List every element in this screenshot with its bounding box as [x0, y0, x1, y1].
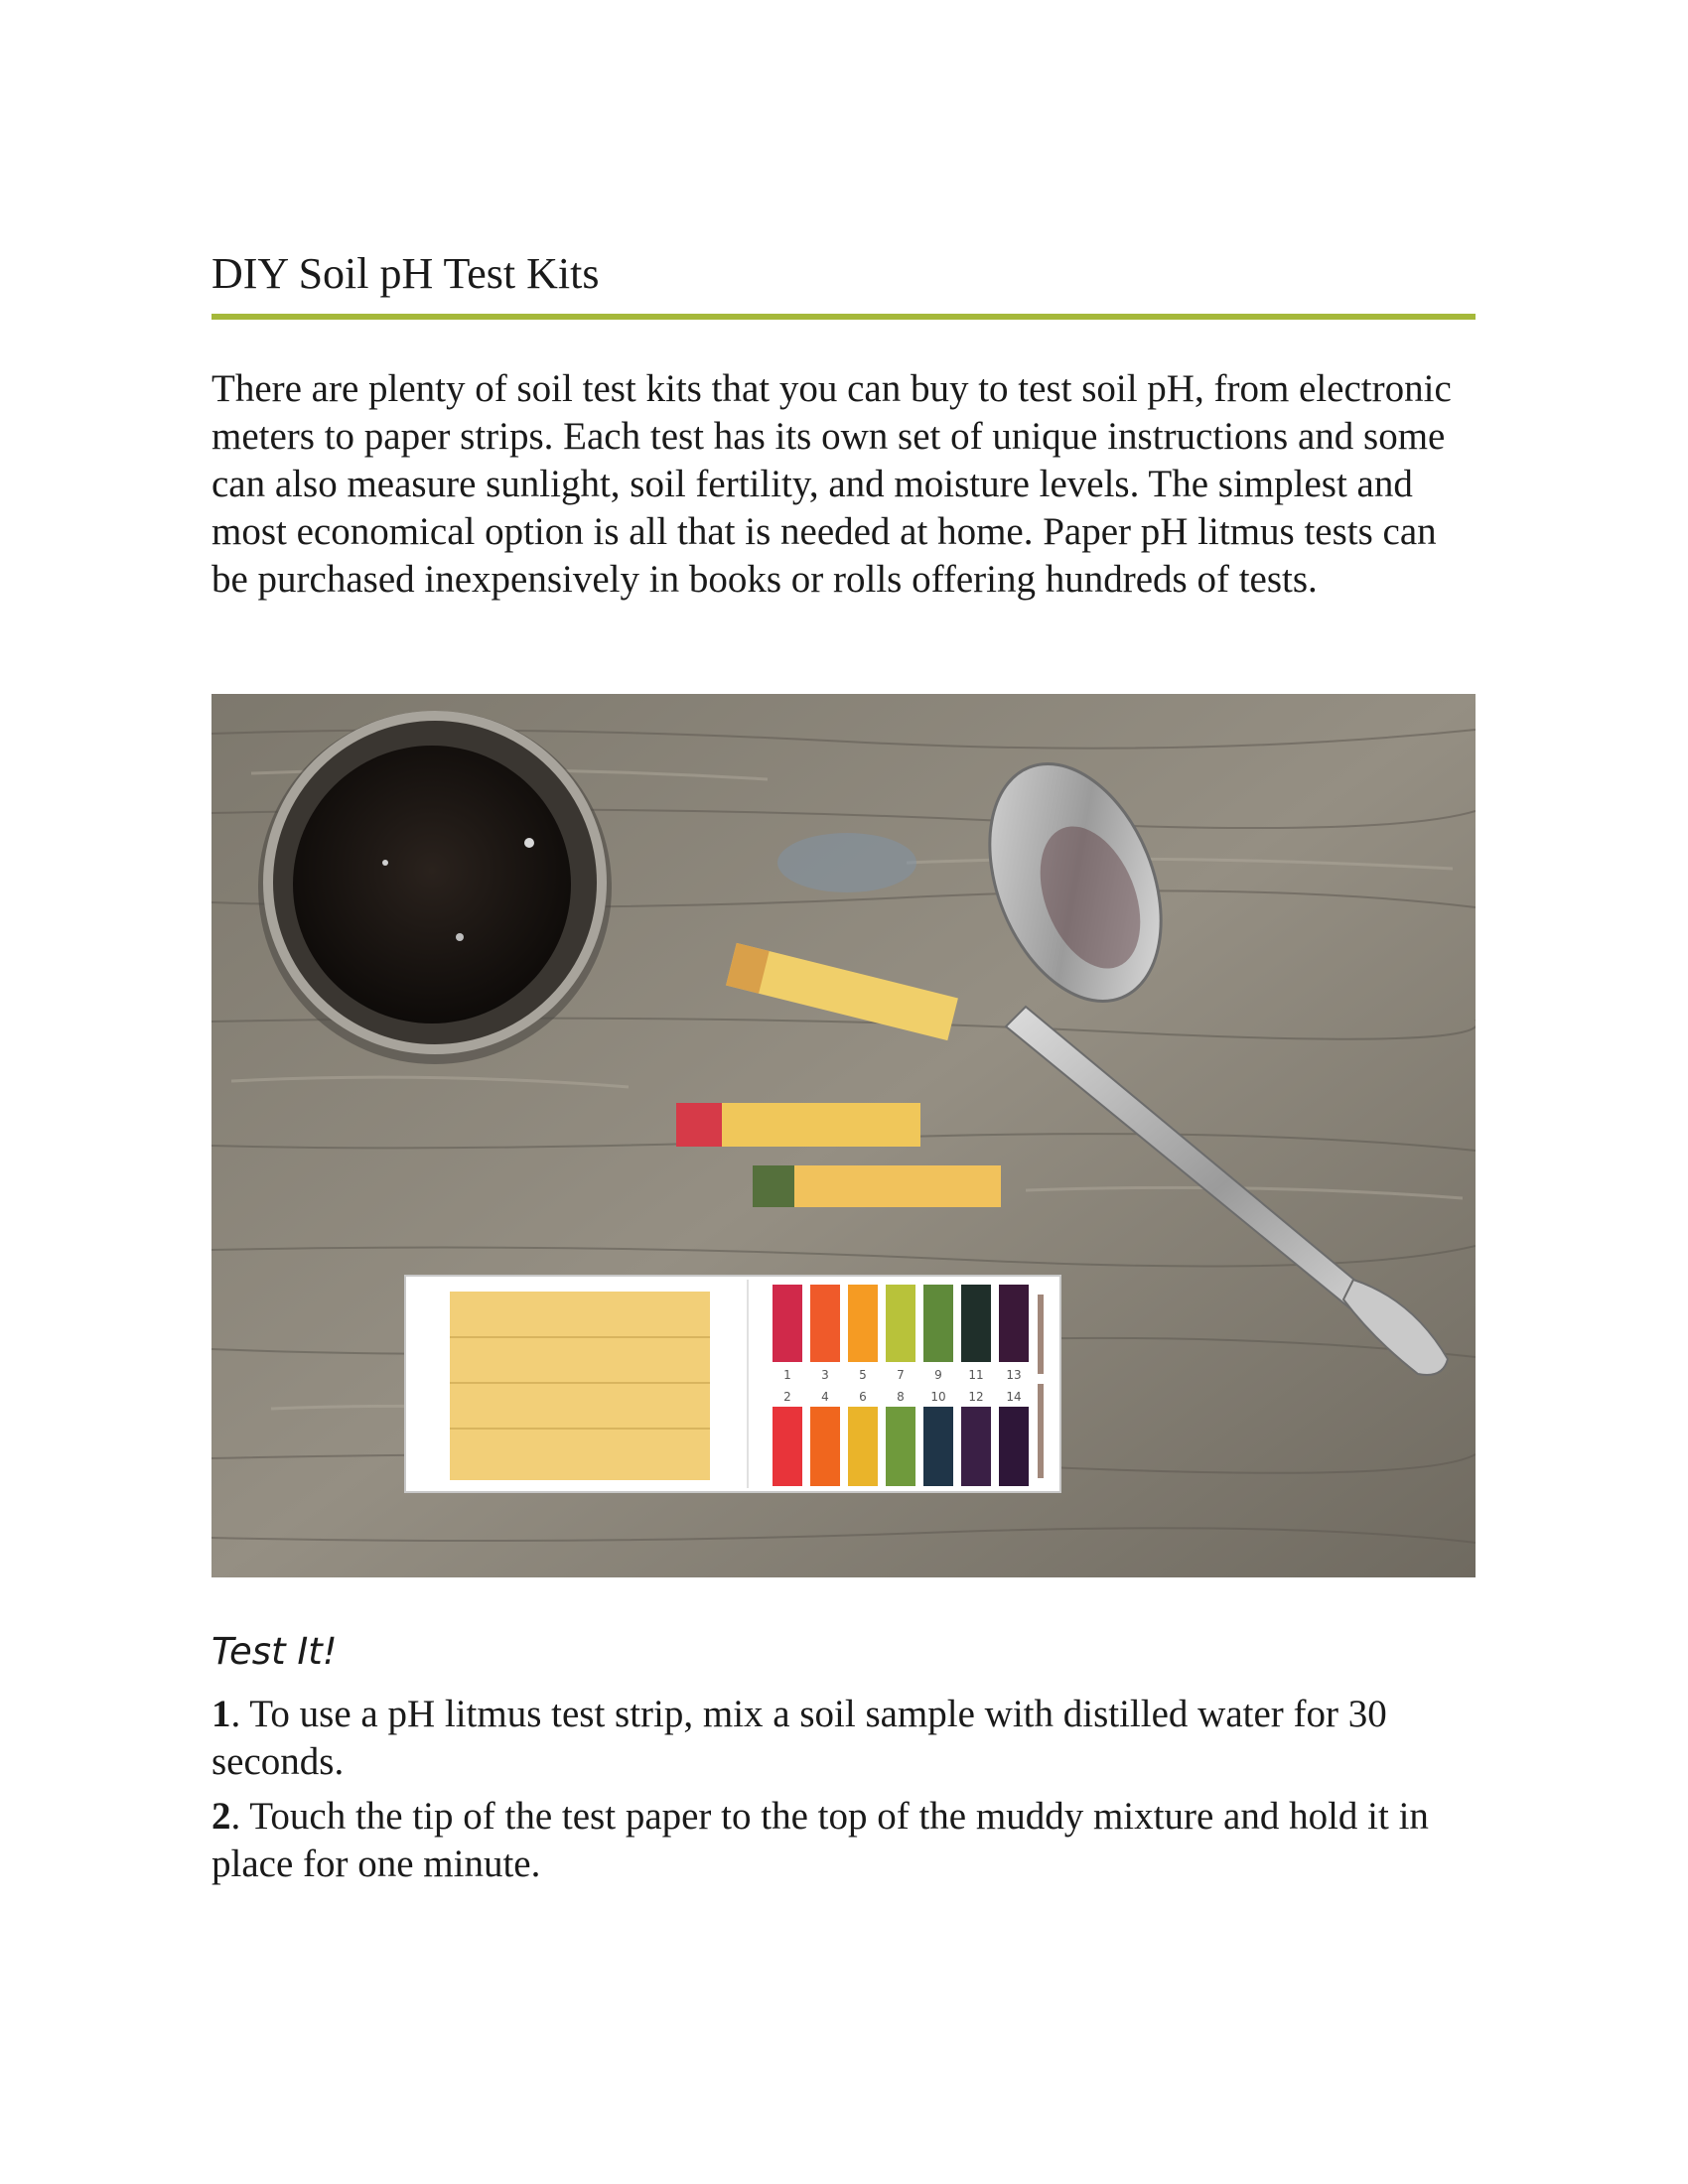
top-ph-number: 7: [897, 1368, 905, 1382]
step-2: [211, 1793, 1476, 1888]
bottom-ph-number: 12: [968, 1390, 984, 1404]
ph-test-booklet: [405, 1276, 1060, 1492]
step-1-text: . To use a pH litmus test strip, mix a soil sample with distilled water for 30 seconds.: [211, 1693, 1387, 1783]
top-ph-number: 9: [934, 1368, 942, 1382]
bottom-ph-number: 10: [930, 1390, 946, 1404]
bottom-ph-number: 4: [821, 1390, 829, 1404]
bottom-ph-number: 6: [859, 1390, 867, 1404]
top-ph-number: 1: [783, 1368, 791, 1382]
top-swatch-7: [999, 1285, 1029, 1362]
soil-jar: [258, 711, 612, 1064]
top-ph-number: 5: [859, 1368, 867, 1382]
top-swatch-2: [810, 1285, 840, 1362]
test-strip-red-tip: [676, 1103, 920, 1147]
step-2-text: . Touch the tip of the test paper to the top of the muddy mixture and hold it in place for one minute.: [211, 1795, 1429, 1885]
top-swatch-5: [923, 1285, 953, 1362]
chinese-vertical-text: [1038, 1295, 1044, 1478]
intro-paragraph: There are plenty of soil test kits that you can buy to test soil pH, from electronic meters to paper strips. Each test has its own set of unique instructions and some can also measure sunlight, soil fertility, and moisture levels. The simplest and most economical option is all that is needed at home. Paper pH litmus tests can be purchased inexpensively in books or rolls offering hundreds of tests.: [211, 367, 1452, 601]
bottom-ph-number: 8: [897, 1390, 905, 1404]
top-swatch-4: [886, 1285, 915, 1362]
top-ph-number: 11: [968, 1368, 984, 1382]
top-ph-number: 13: [1006, 1368, 1022, 1382]
test-strip-green-tip: [753, 1165, 1001, 1207]
bottom-swatch-5: [923, 1407, 953, 1486]
page-title: DIY Soil pH Test Kits: [211, 249, 600, 298]
blue-paint-patch: [777, 833, 916, 892]
test-it-heading: Test It!: [211, 1630, 338, 1673]
soil-ph-test-photo: [211, 694, 1476, 1577]
bottom-swatch-2: [810, 1407, 840, 1486]
bottom-swatch-4: [886, 1407, 915, 1486]
bottom-swatch-7: [999, 1407, 1029, 1486]
top-ph-number: 3: [821, 1368, 829, 1382]
title-divider: [211, 314, 1476, 320]
top-swatch-6: [961, 1285, 991, 1362]
step-2-number: 2: [211, 1795, 231, 1838]
bottom-ph-number: 2: [783, 1390, 791, 1404]
step-1-number: 1: [211, 1693, 231, 1735]
bottom-swatch-1: [773, 1407, 802, 1486]
bottom-ph-number: 14: [1006, 1390, 1022, 1404]
top-swatch-3: [848, 1285, 878, 1362]
step-1: [211, 1691, 1476, 1786]
bottom-swatch-6: [961, 1407, 991, 1486]
bottom-swatch-3: [848, 1407, 878, 1486]
top-swatch-1: [773, 1285, 802, 1362]
